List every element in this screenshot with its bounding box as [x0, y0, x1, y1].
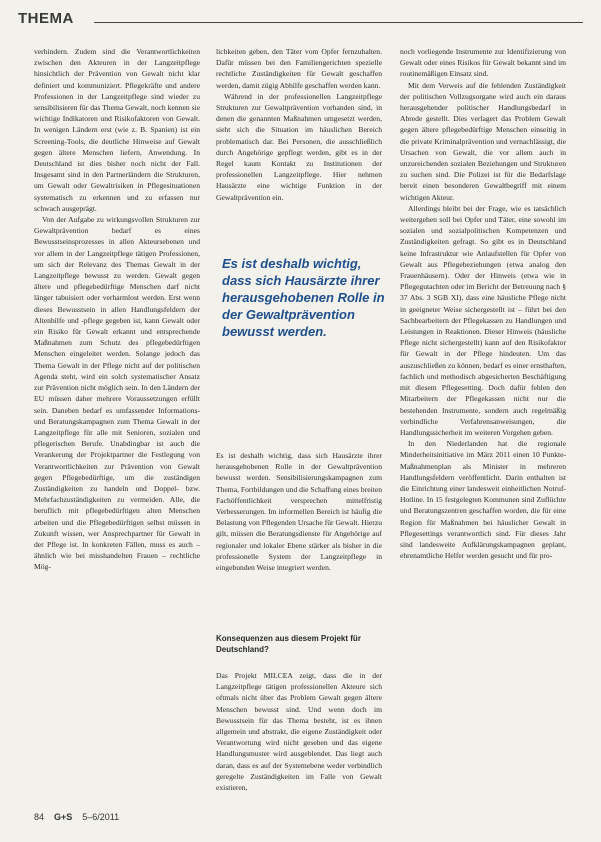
article-column-2-middle — [216, 450, 382, 618]
issue-number: 5–6/2011 — [82, 812, 120, 822]
paragraph: Von der Aufgabe zu wirkungsvollen Strukturen zur Gewaltprävention bedarf es eines Bewusstseinsprozesses in allen Akteursebenen und vor allem in der Langzeitpflege tätigen Professionen, um sich der Relevanz des Themas Gewalt in der Langzeitpflege bewusst zu werden. Gewalt gegen ältere und pflegebedürftige Menschen darf nicht länger tabuisiert oder verharmlost werden. Erst wenn dieses Bewusstsein in allen Handlungsfeldern der Altenhilfe und -pflege gegeben ist, kann Gewalt oder ein Risiko für Gewalt erkannt und entsprechende Maßnahmen zum Schutz des pflegebedürftigen Menschen eingeleitet werden. Solange jedoch das Thema Gewalt in der Pflege nicht auf der politischen Agenda steht, wird ein solch systematischer Ansatz zur Prävention nicht möglich sein. In den Ländern der EU müssen daher mehrere Voraussetzungen erfüllt sein. Daneben bedarf es umfassender Informations- und Beratungskampagnen zum Thema Gewalt in der Langzeitpflege für alle mit Senioren, sozialen und pflegerischen Berufe. Unabdingbar ist auch die Verankerung der Projektpartner die Festlegung von Verantwortlichkeiten zur Prävention von Gewalt gegen Pflegebedürftige, um die zuständigen Zuständigkeiten zu handeln und Doppel- bzw. Mehrfachzuständigkeiten zu vermeiden. Alle, die beruflich mit pflegebedürftigen alten Menschen arbeiten und die Pflegebedürftigen selbst müssen in Zukunft wissen, wer Ansprechpartner für Gewalt in der Pflege ist. In konkreten Fällen, muss es auch – ähnlich wie bei misshandelten Frauen – rechtliche Mög- — [34, 215, 200, 572]
paragraph: Das Projekt MILCEA zeigt, dass die in der Langzeitpflege tätigen professionellen Akteure sich oftmals nicht über das Problem Gewalt gegen ältere Menschen bewusst sind. Und wenn doch im Bewusstsein für das Thema besteht, ist es ihnen allgemein und abstrakt, die eigene Zuständigkeit oder Verantwortung wird nicht gesehen und das eigene Handlungsmuster wird ausgeblendet. Das liegt auch daran, dass es auf der Systemebene weder verbindlich geregelte Zuständigkeiten im Falle von Gewalt existieren, — [216, 671, 382, 793]
paragraph: Mit dem Verweis auf die fehlenden Zuständigkeit der politischen Vollzugsorgane wird auch ein daraus herausgehender politischer Handlungsbedarf in Abrede gestellt. Dies verlagert das Problem Gewalt gegen ältere pflegebedürftige Menschen einseitig in die private Kriminalprävention und vernachlässigt, die Ursachen von Gewalt, die vor allem auch in unzureichenden sozialen Beziehungen und Strukturen zu suchen sind. Die Polizei ist für die Bedarfslage bereit einen besonderen Gewaltbegriff mit einem wichtigen Akteur. — [400, 80, 566, 202]
article-column-2-bottom — [216, 670, 382, 806]
paragraph: Während in der professionellen Langzeitpflege Strukturen zur Gewaltprävention vorhanden sind, in denen die genannten Maßnahmen umgesetzt werden, sieht sich die Situation im häuslichen Bereich problematisch dar. Bei Personen, die ausschließlich durch Angehörige gepflegt werden, gibt es in der Regel kaum Kontakt zu Institutionen der professionellen Langzeitpflege. Hier nehmen Hausärzte eine wichtige Funktion in der Gewaltprävention ein. — [216, 91, 382, 202]
paragraph: Es ist deshalb wichtig, dass sich Hausärzte ihrer herausgehobenen Rolle in der Gewaltprävention bewusst werden. Sensibilisierungskampagnen zum Thema, Fortbildungen und die Schaffung eines breiten Fachöffentlichkeit versprechen mittelfristig Verbesserungen. Im informellen Bereich ist häufig die Belastung von Pflegenden Ursache für Gewalt. Hierzu gilt, müssen die Beratungsdienste für Angehörige auf regionaler und lokaler Ebene stärker als bisher in die professionelle System der Langzeitpflege in eingebunden Weise integriert werden. — [216, 451, 382, 573]
section-subheading: Konsequenzen aus diesem Projekt für Deutschland? — [216, 634, 361, 654]
paragraph: Allerdings bleibt bei der Frage, wie es tatsächlich weitergehen soll bei Opfer und Täter, eine sowohl im sozialen und sozialpolitischen Kompetenzen und Zuständigkeiten gefragt. So gibt es in Deutschland keine Infrastruktur wie Anlaufstellen für Opfer von Gewalt aus Pflegebeziehungen (etwa analog den Frauenhäusern). Oder der Hinweis (etwa wie in Pflegegutachten oder im Bericht der Betreuung nach § 37 Abs. 3 SGB XI), dass eine häusliche Pflege nicht in geeigneter Weise sichergestellt ist – führt bei den Sachbearbeitern der Pflegekassen zu Handlungen und Leistungen in Reaktionen. Dieser Hinweis (häusliche Pflege nicht sichergestellt) kann auf den Risikofaktor für Gewalt in der Pflege hindeuten. Um das auszuschließen zu können, bedarf es einer ernsthaften, fachlich und methodisch abgesicherten Beschäftigung mit diesem Pflegesetting. Doch dafür fehlen den Mitarbeitern der Pflegekassen nicht nur die bestehenden Instrumente, sondern auch regelmäßig verbindliche Verfahrensanweisungen, die Handlungssicherheit im weiteren Vorgehen geben. — [400, 203, 566, 437]
page-footer — [34, 812, 119, 822]
article-column-3 — [400, 46, 566, 804]
paragraph: lichkeiten geben, den Täter vom Opfer fernzuhalten. Dafür müssen bei den Familiengerichten spezielle rechtliche Zuständigkeiten für Gewalt geschaffen werden, damit zügig Abhilfe geschaffen werden kann. — [216, 47, 382, 90]
article-column-2-top — [216, 46, 382, 242]
header-rule — [94, 22, 583, 23]
page-number: 84 — [34, 812, 45, 822]
paragraph: noch vorliegende Instrumente zur Identifizierung von Gewalt oder eines Risikos für Gewalt bekannt sind im routinemäßigen Einsatz sind. — [400, 47, 566, 79]
pull-quote: Es ist deshalb wichtig, dass sich Hausärzte ihrer herausgehobenen Rolle in der Gewaltprävention bewusst werden. — [222, 256, 385, 339]
article-column-1 — [34, 46, 200, 804]
paragraph: verhindern. Zudem sind die Verantwortlichkeiten zwischen den Akteuren in der Langzeitpflege hinsichtlich der Prävention von Gewalt nicht klar definiert und kommuniziert. Pflegekräfte und andere Professionen in der Langzeitpflege sind wieder zu sensibilisieren für das Thema Gewalt, noch kennen sie wichtige Indikatoren und Risikofaktoren von Gewalt. In wenigen Ländern erst (wie z. B. Spanien) ist ein Screening-Tools, die deutliche Hinweise auf Gewalt gegen ältere Menschen liefern, Anwendung. In Deutschland ist dies bisher noch nicht der Fall. Insgesamt sind in den Partnerländern die Strukturen, um Gewalt oder Gewaltrisiken in Pflegesituationen systematisch zu erkennen und zu erfassen nur schwach ausgeprägt. — [34, 47, 200, 213]
section-heading: THEMA — [18, 10, 74, 27]
journal-name: G+S — [54, 812, 73, 822]
paragraph: In den Niederlanden hat die regionale Minderheitsinitiative im März 2011 einen 10 Punkte-Maßnahmenplan als Minister in mehreren Handlungsfeldern veröffentlicht. Darin enthalten ist die Einrichtung einer landesweit einheitlichen Notruf-Hotline. In 15 festgelegten Kommunen sind Zuflüchte und Beratungszentren geschaffen worden, die für eine Region für Maßnahmen bei häuslicher Gewalt in Pflegesettings verantwortlich sind. Für dieses Jahr sind landesweite Aufklärungskampagnen geplant, ehrenamtliche Helfer werden gesucht und für pro- — [400, 439, 566, 561]
